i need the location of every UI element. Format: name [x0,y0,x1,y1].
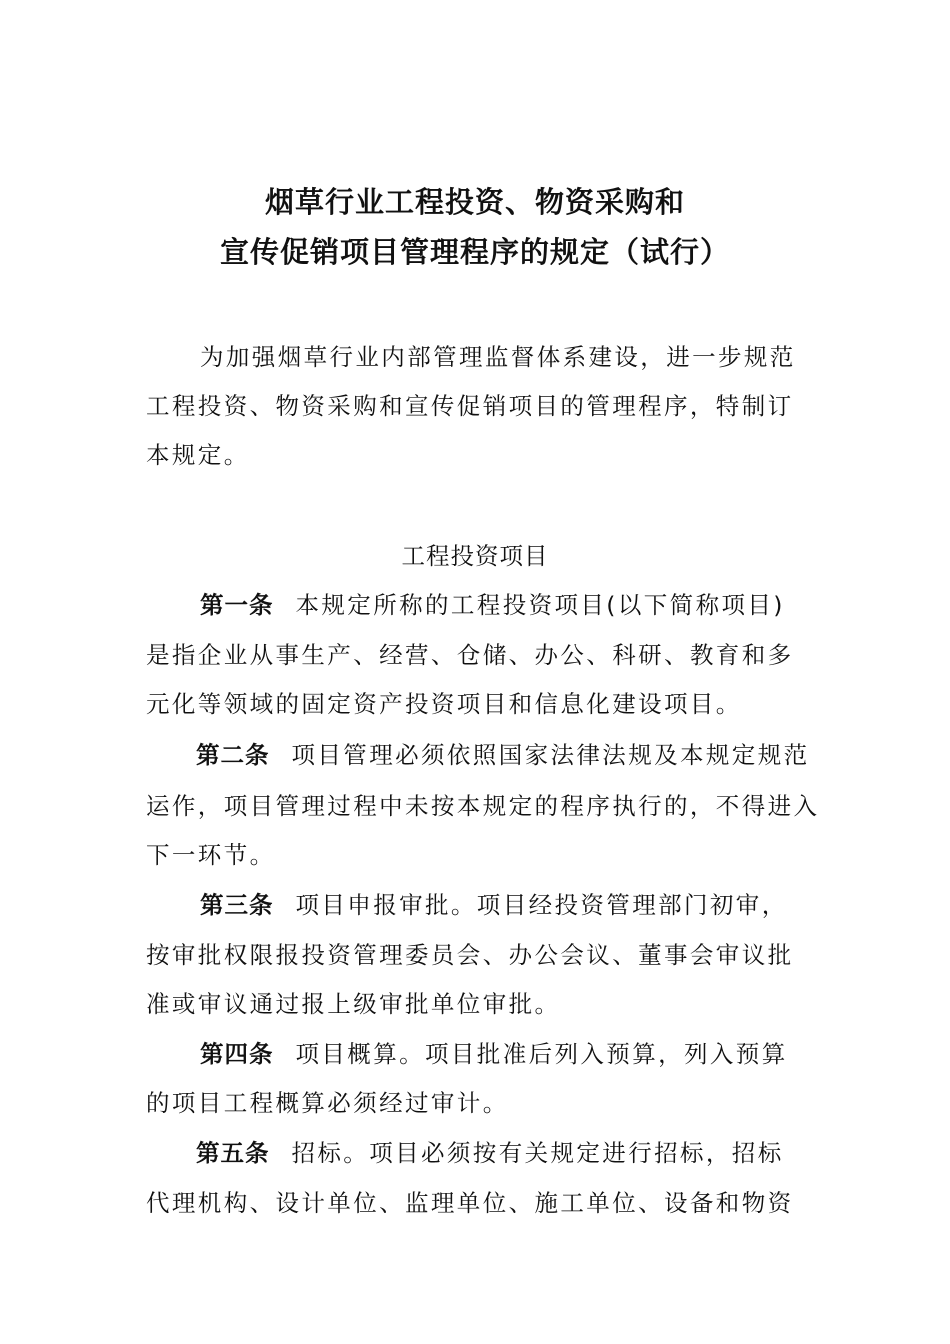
article-line: 按审批权限报投资管理委员会、办公会议、董事会审议批 [146,941,794,969]
article-1-first-line [200,586,860,620]
article-3-first-line [200,886,860,920]
article-4-first-line [200,1035,860,1069]
section-heading: 工程投资项目 [401,542,549,570]
preamble-line: 本规定。 [146,441,250,469]
article-2-first-line [196,736,856,770]
article-label: 第二条 [196,741,270,769]
article-line: 下一环节。 [146,841,276,869]
preamble-line: 为加强烟草行业内部管理监督体系建设，进一步规范 [200,343,796,371]
article-text: 项目管理必须依照国家法律法规及本规定规范 [291,741,810,769]
article-label: 第五条 [196,1139,270,1167]
article-line: 准或审议通过报上级审批单位审批。 [146,990,561,1018]
article-text: 项目申报审批。项目经投资管理部门初审， [295,891,788,919]
article-line: 是指企业从事生产、经营、仓储、办公、科研、教育和多 [146,641,794,669]
article-text: 招标。项目必须按有关规定进行招标，招标 [291,1139,784,1167]
preamble-line: 工程投资、物资采购和宣传促销项目的管理程序，特制订 [146,392,794,420]
article-5-first-line [196,1134,856,1168]
article-line: 的项目工程概算必须经过审计。 [146,1089,509,1117]
article-line: 元化等领域的固定资产投资项目和信息化建设项目。 [146,690,742,718]
article-line: 代理机构、设计单位、监理单位、施工单位、设备和物资 [146,1189,794,1217]
article-text: 本规定所称的工程投资项目(以下简称项目) [295,591,785,619]
article-label: 第四条 [200,1040,274,1068]
document-title-line-2: 宣传促销项目管理程序的规定（试行） [219,235,730,269]
article-label: 第三条 [200,891,274,919]
article-label: 第一条 [200,591,274,619]
article-line: 运作，项目管理过程中未按本规定的程序执行的，不得进入 [146,792,820,820]
document-title-line-1: 烟草行业工程投资、物资采购和 [264,185,685,219]
article-text: 项目概算。项目批准后列入预算，列入预算 [295,1040,788,1068]
